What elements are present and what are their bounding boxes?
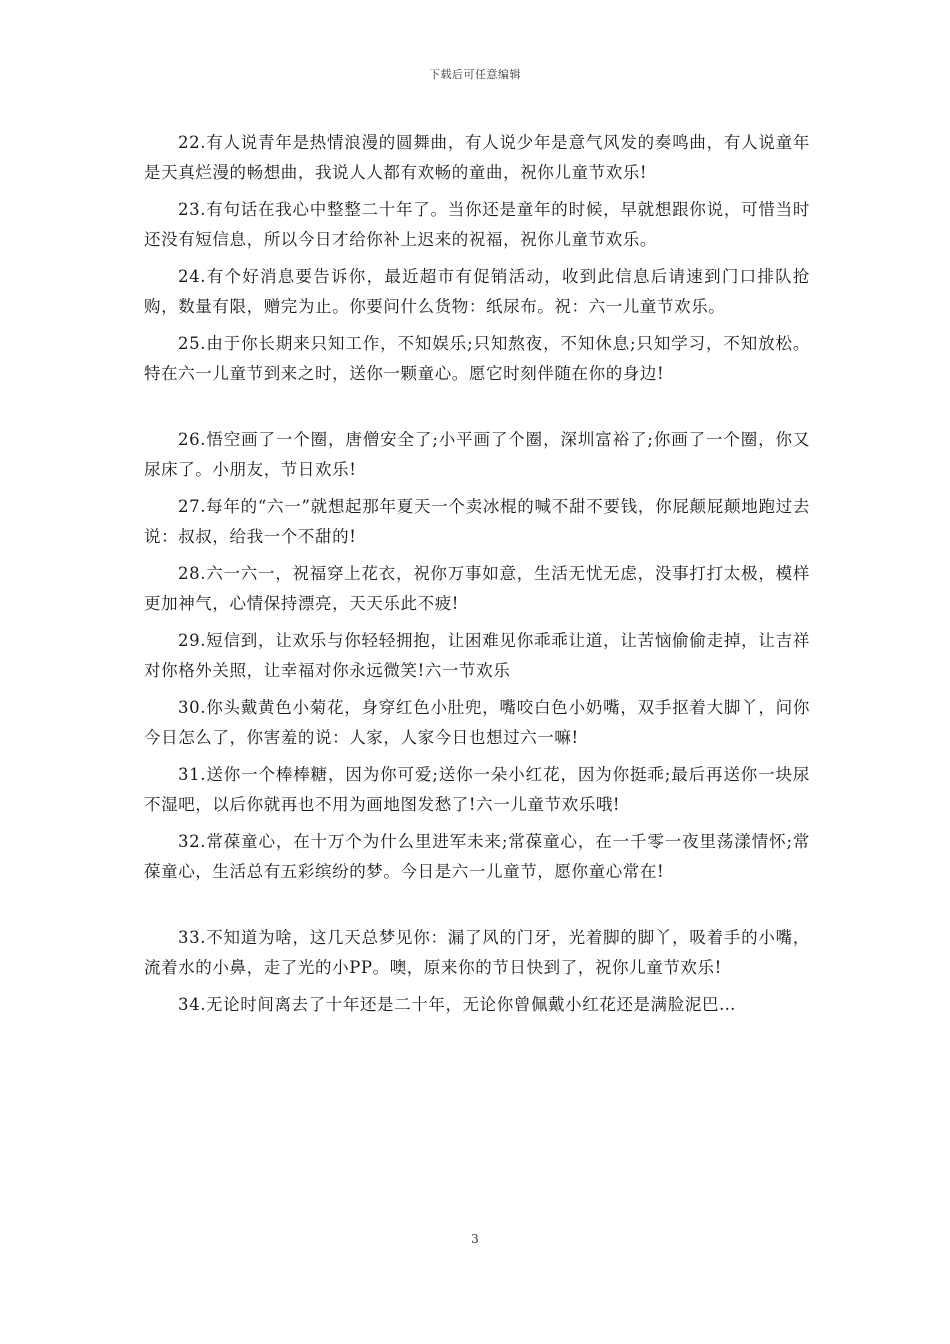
paragraph-25: 25.由于你长期来只知工作，不知娱乐;只知熬夜，不知休息;只知学习，不知放松。特在六一儿童节到来之时，送你一颗童心。愿它时刻伴随在你的身边! (144, 334, 810, 383)
page-header: 下载后可任意编辑 (429, 68, 521, 81)
paragraph-24: 24.有个好消息要告诉你，最近超市有促销活动，收到此信息后请速到门口排队抢购，数量有限，赠完为止。你要问什么货物：纸尿布。祝：六一儿童节欢乐。 (144, 267, 810, 316)
paragraph-32: 32.常葆童心，在十万个为什么里进军未来;常葆童心，在一千零一夜里荡漾情怀;常葆童心，生活总有五彩缤纷的梦。今日是六一儿童节，愿你童心常在! (144, 832, 810, 881)
paragraph-26: 26.悟空画了一个圈，唐僧安全了;小平画了个圈，深圳富裕了;你画了一个圈，你又尿床了。小朋友，节日欢乐! (144, 430, 810, 479)
paragraph-30: 30.你头戴黄色小菊花，身穿红色小肚兜，嘴咬白色小奶嘴，双手抠着大脚丫，问你今日怎么了，你害羞的说：人家，人家今日也想过六一嘛! (144, 698, 810, 747)
paragraph-34: 34.无论时间离去了十年还是二十年，无论你曾佩戴小红花还是满脸泥巴… (178, 995, 737, 1014)
paragraph-23: 23.有句话在我心中整整二十年了。当你还是童年的时候，早就想跟你说，可惜当时还没有短信息，所以今日才给你补上迟来的祝福，祝你儿童节欢乐。 (144, 200, 810, 249)
paragraph-22: 22.有人说青年是热情浪漫的圆舞曲，有人说少年是意气风发的奏鸣曲，有人说童年是天真烂漫的畅想曲，我说人人都有欢畅的童曲，祝你儿童节欢乐! (144, 133, 810, 182)
document-body (144, 128, 810, 1027)
paragraph-28: 28.六一六一，祝福穿上花衣，祝你万事如意，生活无忧无虑，没事打打太极，模样更加神气，心情保持漂亮，天天乐此不疲! (144, 564, 810, 613)
page-number: 3 (471, 1232, 479, 1246)
paragraph-27: 27.每年的“六一”就想起那年夏天一个卖冰棍的喊不甜不要钱，你屁颠屁颠地跑过去说：叔叔，给我一个不甜的! (144, 497, 810, 546)
paragraph-31: 31.送你一个棒棒糖，因为你可爱;送你一朵小红花，因为你挺乖;最后再送你一块尿不湿吧，以后你就再也不用为画地图发愁了!六一儿童节欢乐哦! (144, 765, 810, 814)
paragraph-29: 29.短信到，让欢乐与你轻轻拥抱，让困难见你乖乖让道，让苦恼偷偷走掉，让吉祥对你格外关照，让幸福对你永远微笑!六一节欢乐 (144, 631, 810, 680)
paragraph-33: 33.不知道为啥，这几天总梦见你：漏了风的门牙，光着脚的脚丫，吸着手的小嘴，流着水的小鼻，走了光的小PP。噢，原来你的节日快到了，祝你儿童节欢乐! (144, 928, 810, 977)
